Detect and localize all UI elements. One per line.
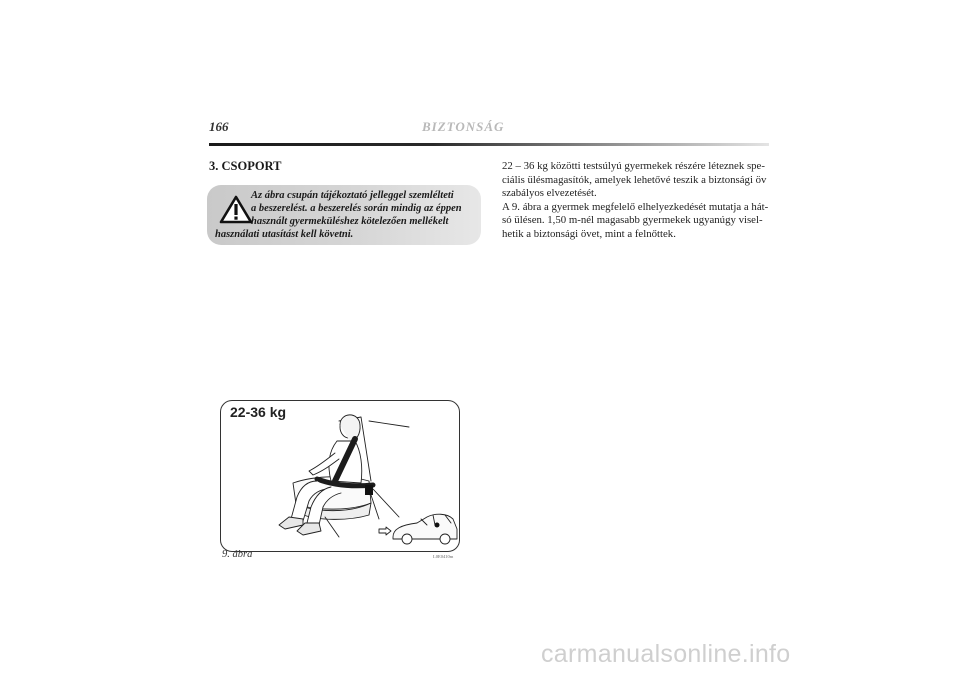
- watermark: carmanualsonline.info: [541, 640, 791, 668]
- body-line: szabályos elvezetését.: [502, 187, 597, 199]
- warning-box: [207, 185, 481, 245]
- body-text: [502, 160, 770, 241]
- warning-line: a beszerelést. a beszerelés során mindig az éppen: [251, 203, 462, 214]
- body-line: só ülésen. 1,50 m-nél magasabb gyermekek ugyanúgy visel-: [502, 214, 763, 226]
- warning-text: [215, 189, 473, 241]
- body-line: ciális ülésmagasítók, amelyek lehetővé teszik a biztonsági öv: [502, 173, 767, 186]
- warning-line: Az ábra csupán tájékoztató jelleggel szemlélteti: [251, 190, 454, 201]
- figure-frame: [220, 400, 460, 552]
- figure-caption: 9. ábra: [222, 549, 253, 560]
- body-line: 22 – 36 kg közötti testsúlyú gyermekek részére léteznek spe-: [502, 160, 765, 172]
- body-line: hetik a biztonsági övet, mint a felnőttek.: [502, 227, 676, 240]
- section-heading: 3. CSOPORT: [209, 159, 282, 173]
- figure-code: L0E0410m: [433, 554, 454, 559]
- body-line: A 9. ábra a gyermek megfelelő elhelyezkedését mutatja a hát-: [502, 200, 769, 213]
- page-number: 166: [209, 119, 229, 134]
- weight-label: 22-36 kg: [230, 404, 287, 420]
- warning-line: használt gyermeküléshez kötelezően mellékelt: [251, 216, 449, 227]
- warning-line: használati utasítást kell követni.: [215, 229, 354, 240]
- section-title: BIZTONSÁG: [422, 119, 505, 134]
- child-booster-seat-illustration: [221, 401, 459, 551]
- header-rule: [209, 143, 769, 146]
